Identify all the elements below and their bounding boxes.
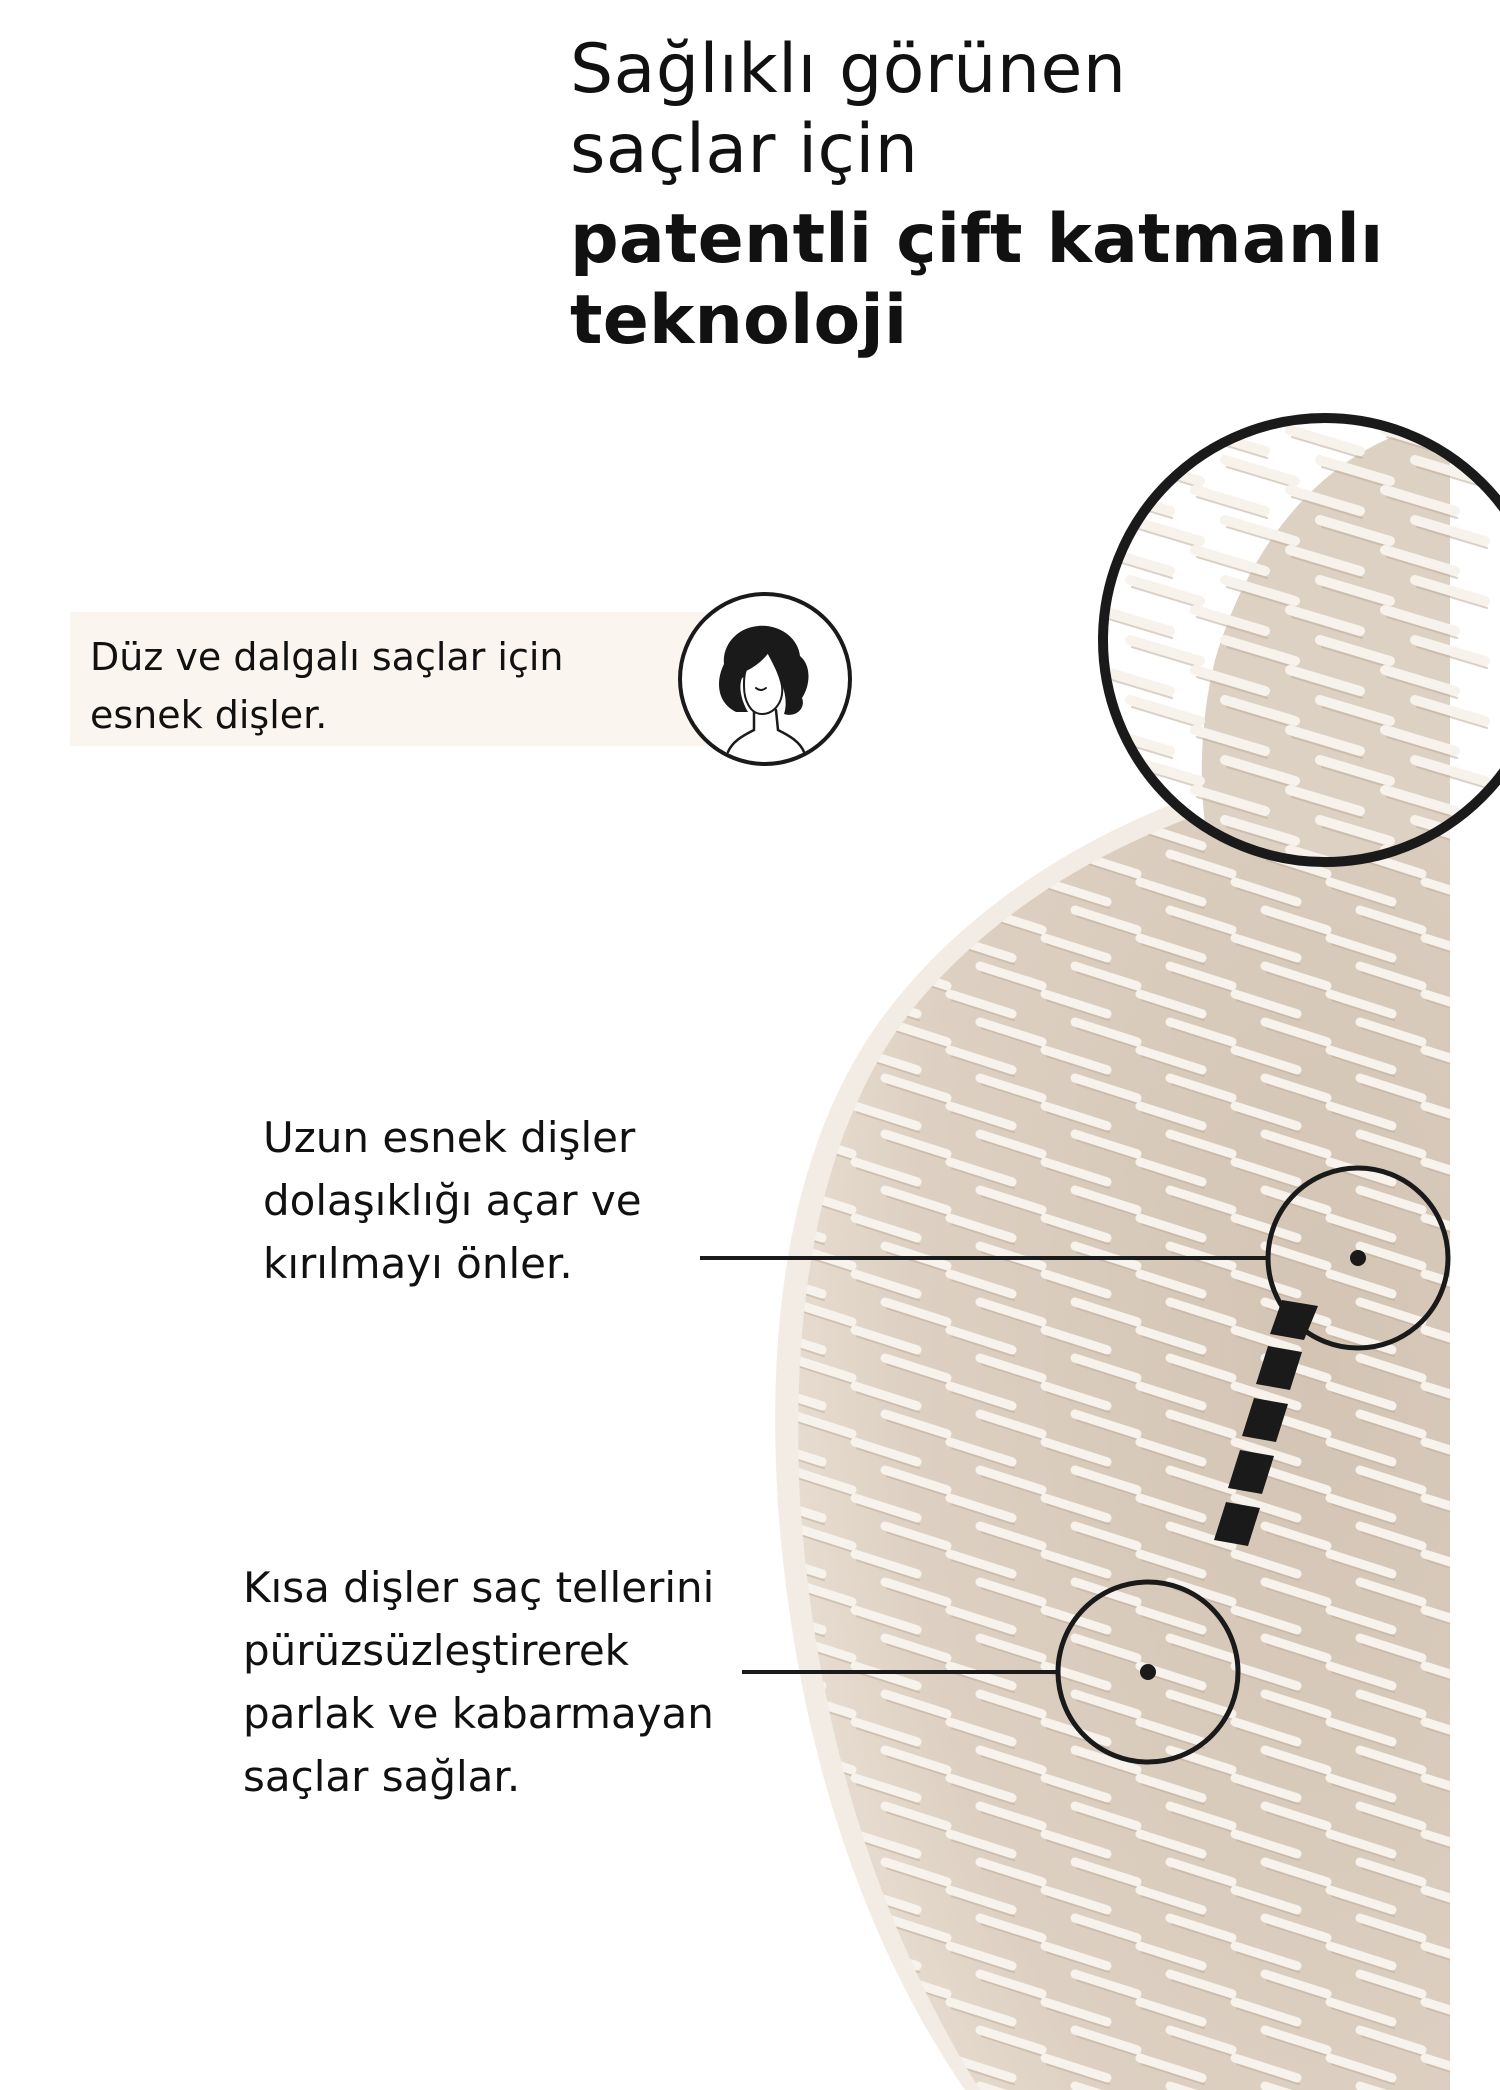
callout-short-line-4: saçlar sağlar. <box>243 1752 521 1801</box>
callout-long-bristles <box>263 1106 783 1295</box>
callout-short-line-2: pürüzsüzleştirerek <box>243 1626 629 1675</box>
callout-long-line-1: Uzun esnek dişler <box>263 1113 636 1162</box>
callout-long-line-2: dolaşıklığı açar ve <box>263 1176 642 1225</box>
badge-line-1: Düz ve dalgalı saçlar için <box>90 635 564 679</box>
headline-line-1: Sağlıklı görünen <box>570 30 1127 109</box>
headline-line-4: teknoloji <box>570 280 908 360</box>
headline <box>570 30 1470 361</box>
feature-badge-text <box>90 628 650 744</box>
headline-line-2: saçlar için <box>570 110 919 190</box>
woman-wavy-hair-icon <box>676 590 854 768</box>
badge-line-2: esnek dişler. <box>90 693 328 737</box>
callout-long-line-3: kırılmayı önler. <box>263 1239 573 1288</box>
callout-short-line-3: parlak ve kabarmayan <box>243 1689 714 1738</box>
headline-line-3: patentli çift katmanlı <box>570 200 1384 280</box>
callout-short-bristles <box>243 1556 803 1808</box>
callout-short-line-1: Kısa dişler saç tellerini <box>243 1563 715 1612</box>
